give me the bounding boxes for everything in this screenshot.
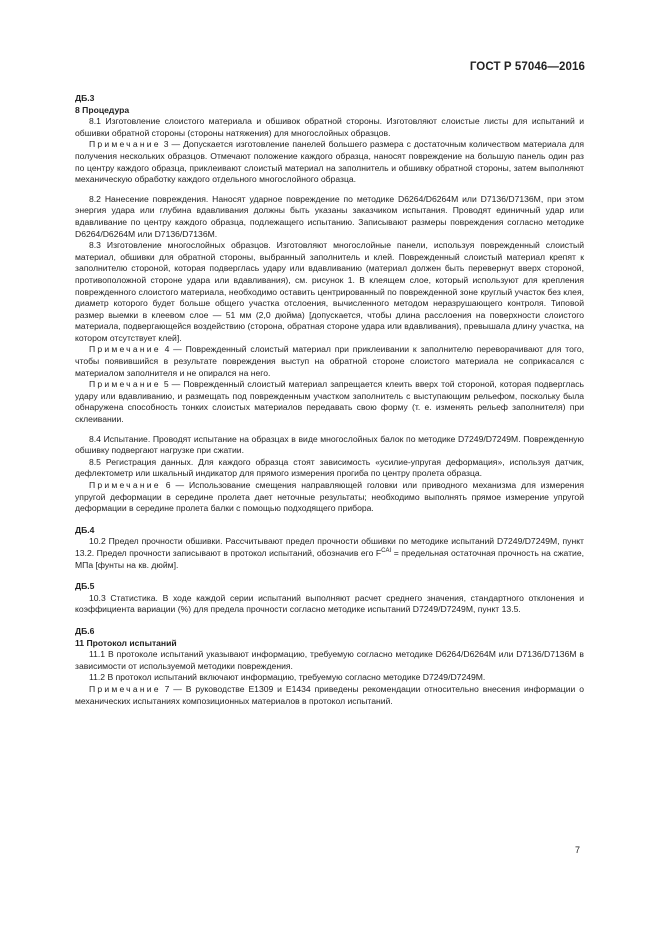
paragraph-10-2 — [75, 536, 584, 571]
note-label: Примечание — [89, 344, 161, 355]
note-text: 7 — В руководстве E1309 и E1434 приведены рекомендации относительно внесения информации о механических испытаниях композиционных материалов в протокол испытаний. — [75, 683, 584, 706]
note-6 — [75, 480, 584, 515]
section-title-db5: ДБ.5 — [75, 581, 95, 592]
paragraph-11-2: 11.2 В протокол испытаний включают информацию, требуемую согласно методике D7249/D7249M. — [89, 672, 486, 683]
page-number: 7 — [575, 845, 581, 855]
paragraph-8-4: 8.4 Испытание. Проводят испытание на образцах в виде многослойных балок по методике D7249/D7249M. Поврежденную обшивку подвергают нагрузке при сжатии. — [75, 433, 584, 456]
note-label: Примечание — [89, 379, 161, 390]
note-text: 3 — Допускается изготовление панелей большего размера с достаточным количеством материала для получения нескольких образцов. Отмечают положение каждого образца, наносят повреждение на большую панель один раз по центру каждого образца, приклеивают слоистый материал на заполнитель и обшивку обратной стороны, затем выполняют механическую обработку каждого отдельного многослойного образца. — [75, 139, 584, 185]
paragraph-text: 10.2 Предел прочности обшивки. Рассчитывают предел прочности обшивки по методике испытаний D7249/D7249M, пункт 13.2. Предел прочности записывают в протокол испытаний, обозначив его F — [75, 536, 584, 558]
section-title-db3: ДБ.3 — [75, 93, 95, 103]
note-7 — [75, 684, 584, 707]
note-5 — [75, 379, 584, 425]
note-label: Примечание — [89, 683, 161, 694]
paragraph-8-2: 8.2 Нанесение повреждения. Наносят ударное повреждение по методике D6264/D6264M или D7136/D7136M, при этом энергия удара или глубина вдавливания должны быть указаны заказчиком испытания. Проводят единичный удар или вдавливание по центру каждого образца, подлежащего испытанию. Записывают размеры повреждения согласно методике D6264/D6264M или D7136/D7136M. — [75, 193, 584, 239]
note-label: Примечание — [89, 139, 161, 150]
section-title-db4: ДБ.4 — [75, 524, 95, 535]
paragraph-10-3: 10.3 Статистика. В ходе каждой серии испытаний выполняют расчет среднего значения, стандартного отклонения и коэффициента вариации (%) для предела прочности согласно методике испытаний D7249/D7249M, пункт 13.5. — [75, 592, 584, 615]
note-3 — [75, 139, 584, 185]
heading-procedure: 8 Процедура — [75, 104, 130, 115]
heading-test-report: 11 Протокол испытаний — [75, 637, 177, 648]
note-label: Примечание — [89, 480, 161, 490]
document-body — [75, 93, 584, 707]
paragraph-8-3: 8.3 Изготовление многослойных образцов. Изготовляют многослойные панели, используя поврежденный слоистый материал, обшивки для обратной стороны, выбранный заполнитель и клей. Поврежденный слоистый материал крепят к заполнителю стороной, которая подверглась удару или вдавливанию (материал должен быть перевернут вверх стороной, противоположной стороне удара или вдавливания), см. рисунок 1. В клеящем слое, который используют для крепления поврежденного слоистого материала, необходимо оставить центрированный по поврежденной зоне круглый участок без клея, диаметр которого будет больше общего участка отслоения, вычисленного методом неразрушающего контроля. Типовой размер выемки в клеевом слое — 51 мм (2,0 дюйма) [допускается, чтобы длина расслоения на поверхности слоистого материала, подвергающейся воздействию (сторона, обратная стороне удара или вдавливания), превышала длину участка, на котором отсутствует клей]. — [75, 240, 584, 343]
superscript: CAI — [381, 548, 392, 555]
document-id: ГОСТ Р 57046—2016 — [469, 61, 585, 73]
section-title-db6: ДБ.6 — [75, 625, 95, 636]
note-text: 5 — Поврежденный слоистый материал запрещается клеить вверх той стороной, которая подверглась удару или вдавливанию, и размещать под поврежденным участком заполнитель с выступающим рельефом, поскольку была обнаружена способность тонких слоистых материалов передавать свою форму (т. е. изменять рельеф заполнителя) при склеивании. — [75, 379, 584, 425]
paragraph-8-5: 8.5 Регистрация данных. Для каждого образца стоят зависимость «усилие-упругая деформация», используя датчик, дефлектометр или шкальный индикатор для прямого измерения прогиба по центру пролета образца. — [75, 456, 584, 479]
paragraph-text: = предельная остаточная прочность на сжатие, МПа [фунты на кв. дюйм]. — [75, 547, 584, 570]
paragraph-8-1: 8.1 Изготовление слоистого материала и обшивок обратной стороны. Изготовляют слоистые листы для испытаний и обшивки обратной стороны (стороны натяжения) для многослойных образцов. — [75, 116, 584, 138]
note-4 — [75, 344, 584, 379]
note-text: 4 — Поврежденный слоистый материал при приклеивании к заполнителю переворачивают для того, чтобы появившийся в результате повреждения выступ на обратной стороне слоистого материала не соприкасался с материалом заполнителя и не опирался на него. — [75, 344, 584, 378]
note-text: 6 — Использование смещения направляющей головки или приводного механизма для измерения упругой деформации в середине пролета дает неточные результаты; необходимо выполнять прямое измерение упругой деформации в середине пролета балки с помощью подходящего прибора. — [75, 480, 584, 514]
paragraph-11-1: 11.1 В протоколе испытаний указывают информацию, требуемую согласно методике D6264/D6264M или D7136/D7136M в зависимости от используемой методики повреждения. — [75, 649, 584, 671]
